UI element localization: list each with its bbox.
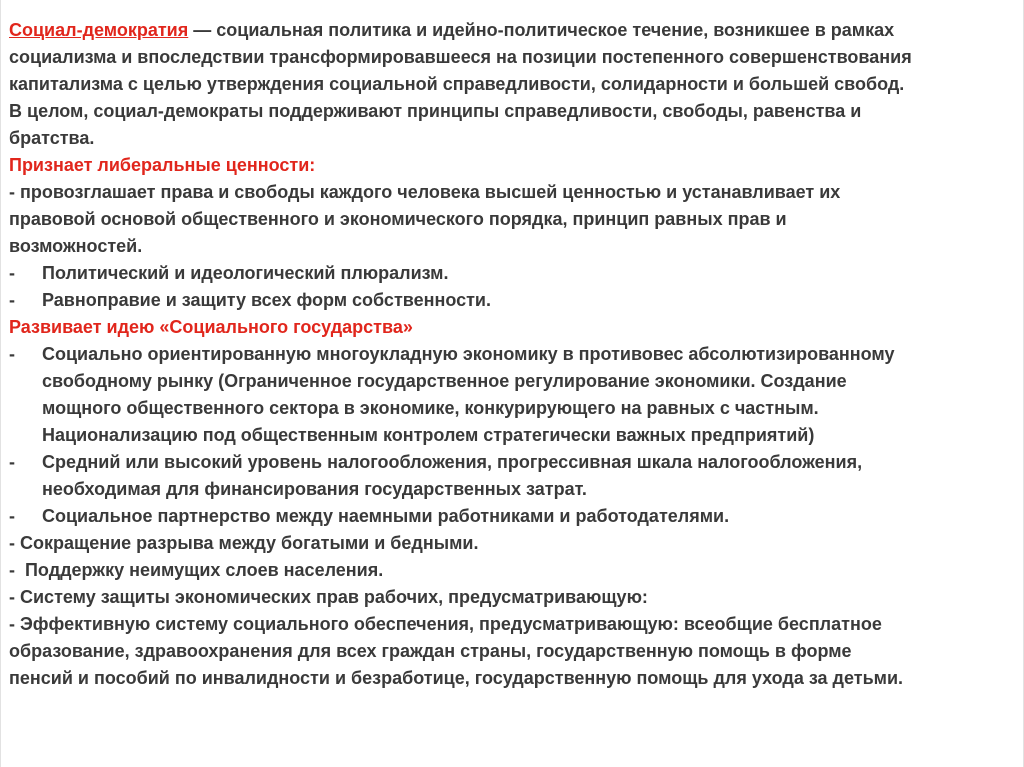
liberal-item-line-2: правовой основой общественного и экономического порядка, принцип равных прав и — [9, 209, 787, 229]
intro-line-4: В целом, социал-демократы поддерживают принципы справедливости, свободы, равенства и — [9, 101, 862, 121]
tail-line-5: образование, здравоохранения для всех граждан страны, государственную помощь в форме — [9, 641, 852, 661]
list-item-text: Социальное партнерство между наемными работниками и работодателями. — [42, 506, 730, 526]
intro-text: — социальная политика и идейно-политическое течение, возникшее в рамках — [188, 20, 895, 40]
bullet-dash: - — [9, 452, 15, 472]
bullet-dash: - — [9, 506, 15, 526]
list-item-economy-cont-1: свободному рынку (Ограниченное государственное регулирование экономики. Создание — [42, 371, 847, 391]
list-item-taxation — [9, 449, 1013, 476]
slide-text — [9, 17, 1013, 692]
intro-line-3: капитализма с целью утверждения социальной справедливости, солидарности и большей свобод. — [9, 74, 905, 94]
bullet-dash: - — [9, 263, 15, 283]
liberal-item-line-1: - провозглашает права и свободы каждого человека высшей ценностью и устанавливает их — [9, 182, 841, 202]
list-item-economy-cont-2: мощного общественного сектора в экономике, конкурирующего на равных с частным. — [42, 398, 819, 418]
list-item-property — [9, 287, 1013, 314]
list-item-text: Политический и идеологический плюрализм. — [42, 263, 449, 283]
intro-line-5: братства. — [9, 128, 95, 148]
tail-line-4: - Эффективную систему социального обеспечения, предусматривающую: всеобщие бесплатное — [9, 614, 882, 634]
list-item-pluralism — [9, 260, 1013, 287]
section-heading-social-state: Развивает идею «Социального государства» — [9, 317, 413, 337]
tail-line-1: - Сокращение разрыва между богатыми и бедными. — [9, 533, 479, 553]
intro-line-1 — [9, 17, 1013, 44]
section-heading-liberal-values: Признает либеральные ценности: — [9, 155, 316, 175]
list-item-economy-cont-3: Национализацию под общественным контролем стратегически важных предприятий) — [42, 425, 815, 445]
list-item-text: Социально ориентированную многоукладную экономику в противовес абсолютизированному — [42, 344, 895, 364]
list-item-taxation-cont-1: необходимая для финансирования государственных затрат. — [42, 479, 587, 499]
list-item-partnership — [9, 503, 1013, 530]
bullet-dash: - — [9, 344, 15, 364]
tail-line-6: пенсий и пособий по инвалидности и безработице, государственную помощь для ухода за детьми. — [9, 668, 904, 688]
intro-term: Социал-демократия — [9, 20, 189, 40]
tail-line-2: - Поддержку неимущих слоев населения. — [9, 560, 384, 580]
list-item-economy — [9, 341, 1013, 368]
tail-line-3: - Систему защиты экономических прав рабочих, предусматривающую: — [9, 587, 648, 607]
bullet-dash: - — [9, 290, 15, 310]
list-item-text: Равноправие и защиту всех форм собственности. — [42, 290, 491, 310]
list-item-text: Средний или высокий уровень налогообложения, прогрессивная шкала налогообложения, — [42, 452, 863, 472]
intro-line-2: социализма и впоследствии трансформировавшееся на позиции постепенного совершенствования — [9, 47, 912, 67]
liberal-item-line-3: возможностей. — [9, 236, 143, 256]
